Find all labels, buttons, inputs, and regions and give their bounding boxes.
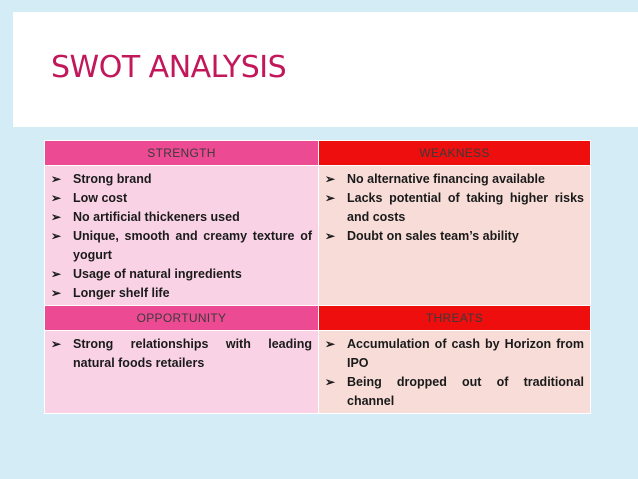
list-item: ➢ No alternative financing available bbox=[325, 170, 584, 189]
arrow-bullet-icon: ➢ bbox=[325, 191, 336, 205]
threats-heading: THREATS bbox=[319, 306, 591, 331]
threats-list bbox=[319, 331, 590, 413]
list-item: ➢ Unique, smooth and creamy texture of yogurt bbox=[51, 229, 312, 262]
arrow-bullet-icon: ➢ bbox=[51, 191, 62, 205]
list-item: ➢ No artificial thickeners used bbox=[51, 208, 312, 227]
opportunity-list bbox=[45, 331, 318, 375]
strength-heading: STRENGTH bbox=[45, 141, 319, 166]
arrow-bullet-icon: ➢ bbox=[325, 375, 336, 389]
list-item: ➢ Longer shelf life bbox=[51, 284, 312, 303]
threats-cell bbox=[319, 331, 591, 414]
list-item: ➢ Doubt on sales team’s ability bbox=[325, 227, 584, 246]
list-item: ➢ Usage of natural ingredients bbox=[51, 265, 312, 284]
list-item: ➢ Accumulation of cash by Horizon from IPO bbox=[325, 337, 584, 370]
arrow-bullet-icon: ➢ bbox=[51, 172, 62, 186]
swot-table bbox=[44, 140, 591, 414]
arrow-bullet-icon: ➢ bbox=[51, 286, 62, 300]
arrow-bullet-icon: ➢ bbox=[51, 210, 62, 224]
weakness-list bbox=[319, 166, 590, 248]
list-item: ➢ Strong brand bbox=[51, 170, 312, 189]
weakness-cell bbox=[319, 166, 591, 306]
page-title: SWOT ANALYSIS bbox=[51, 50, 287, 85]
opportunity-cell bbox=[45, 331, 319, 414]
strength-cell bbox=[45, 166, 319, 306]
list-item: ➢ Strong relationships with leading natural foods retailers bbox=[51, 337, 312, 370]
list-item: ➢ Low cost bbox=[51, 189, 312, 208]
arrow-bullet-icon: ➢ bbox=[51, 229, 62, 243]
weakness-heading: WEAKNESS bbox=[319, 141, 591, 166]
list-item: ➢ Lacks potential of taking higher risks and costs bbox=[325, 191, 584, 224]
arrow-bullet-icon: ➢ bbox=[325, 229, 336, 243]
arrow-bullet-icon: ➢ bbox=[51, 267, 62, 281]
opportunity-heading: OPPORTUNITY bbox=[45, 306, 319, 331]
list-item: ➢ Being dropped out of traditional channel bbox=[325, 375, 584, 408]
arrow-bullet-icon: ➢ bbox=[325, 172, 336, 186]
arrow-bullet-icon: ➢ bbox=[325, 337, 336, 351]
arrow-bullet-icon: ➢ bbox=[51, 337, 62, 351]
strength-list bbox=[45, 166, 318, 305]
